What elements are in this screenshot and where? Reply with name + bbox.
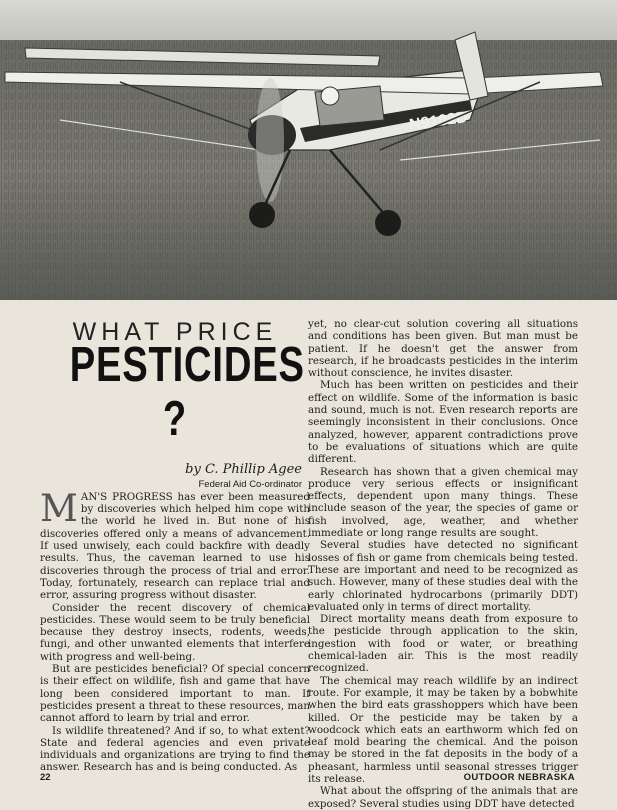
registration-number: N9102D [408,108,469,134]
paragraph: Direct mortality means death from exposure to the pesticide through application to the skin, ingestion with food or water, or breathing chemical-laden air. This is the most readily recognized. [308,613,578,675]
propeller-blur [256,78,284,202]
dropcap: M [40,486,78,530]
byline-role: Federal Aid Co-ordinator [198,478,302,490]
lead-paragraph [40,486,310,602]
paragraph: Research has shown that a given chemical may produce very serious effects or insignificant effects, dependent upon many things. These include season of the year, the species of game or fish involved, age, weather, and whether immediate or long range results are sought. [308,465,578,540]
article-title: PESTICIDES ? [69,338,305,447]
paragraph: The chemical may reach wildlife by an indirect route. For example, it may be taken by a bobwhite when the bird eats grasshoppers which have been killed. Or the pesticide may be taken by a woodcock which eats an earthworm which fed on leaf mold bearing the chemical. And the poison may be stored in the fat deposits in the body of a pheasant, harmless until seasonal stresses trigger its release. [308,674,578,785]
airplane-photo [0,0,617,300]
publication-name: OUTDOOR NEBRASKA [463,772,575,783]
paragraph: Much has been written on pesticides and their effect on wildlife. Some of the information is basic and sound, much is not. Even research reports are seemingly inconsistent in their conclusions. Once analyzed, however, apparent contradictions prove to be evaluations of situations which are quite different. [308,379,578,466]
article-column-right [308,318,578,810]
byline: by C. Phillip Agee [185,462,302,478]
header-photo [0,0,617,300]
article-pretitle: WHAT PRICE [72,318,278,346]
paragraph: Is wildlife threatened? And if so, to what extent? State and federal agencies and even private individuals and organizations are trying to find the answer. Research has and is being conducted. As [40,724,310,774]
lead-text: AN'S PROGRESS has ever been measured by discoveries which helped him cope with the world he lived in. But none of his discoveries offered only a means of advancement. If used unwisely, each could backfire with deadly results. Thus, the caveman learned to use his discoveries through the process of trial and error. Today, fortunately, research can replace trial and error, assuring progress without disaster. [40,490,310,602]
paragraph: What about the offspring of the animals that are exposed? Several studies using DDT have detected [308,785,578,810]
pilot-helmet [321,87,339,105]
wheel-right [375,210,401,236]
paragraph: But are pesticides beneficial? Of special concern is their effect on wildlife, fish and game that have long been considered important to man. If pesticides present a threat to these resources, man cannot afford to learn by trial and error. [40,663,310,725]
paragraph: Consider the recent discovery of chemical pesticides. These would seem to be truly beneficial because they destroy insects, rodents, weeds, fungi, and other unwanted elements that interfere with progress and well-being. [40,601,310,663]
paragraph: Several studies have detected no significant losses of fish or game from chemicals being tested. These are important and need to be recognized as such. However, many of these studies deal with the early chlorinated hydrocarbons (primarily DDT) evaluated only in terms of direct mortality. [308,539,578,613]
page-number: 22 [40,772,51,783]
wheel-left [249,202,275,228]
paragraph: yet, no clear-cut solution covering all situations and conditions has been given. But man must be patient. If he doesn't get the answer from research, if he broadcasts pesticides in the interim without conscience, he invites disaster. [308,318,578,380]
article-column-left [40,318,310,774]
sky [0,0,617,42]
